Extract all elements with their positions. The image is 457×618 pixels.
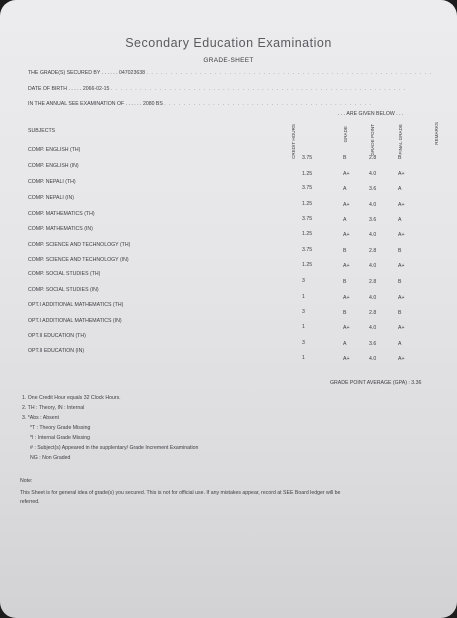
credit-cell: 1.25 [302,262,313,268]
grade-cell: A+ [343,263,350,269]
grade-point-cell: 2.8 [369,279,377,285]
final-grade-cell: A+ [398,295,405,301]
dob-value: 2066-02-15 [82,86,110,92]
table-row [0,163,457,177]
final-grade-cell: B [398,279,402,285]
credit-cell: 3.75 [302,155,313,161]
footnote-item: # : Subject(s) Appeared in the supplentary/ Grade Increment Examination [30,445,199,451]
grades-secured-line: THE GRADE(S) SECURED BY . . . . . . 047023638 . . . . . . . . . . . . . . . . . . . . . . . . . . . . . . . . . . . . . . . . . . . . . . . . . . . . . . . . . . . [28,70,433,76]
credit-cell: 1.25 [302,171,313,177]
grade-point-header: GRADE POINT [370,124,375,156]
subject-cell: COMP. MATHEMATICS (IN) [28,226,93,232]
table-row [0,147,457,161]
credit-cell: 3.75 [302,247,313,253]
final-grade-cell: B [398,155,402,161]
credit-cell: 3.75 [302,185,313,191]
table-row [0,302,457,316]
grade-cell: A+ [343,325,350,331]
subject-cell: COMP. NEPALI (TH) [28,179,76,185]
footnote-item: NG : Non Graded [30,455,71,461]
grade-cell: A+ [343,295,350,301]
footnote-item: *T : Theory Grade Missing [30,425,91,431]
grade-header: GRADE [343,126,348,143]
final-grade-cell: A [398,217,402,223]
subject-cell: COMP. ENGLISH (IN) [28,163,79,169]
grade-cell: A+ [343,356,350,362]
given-below: . . . ARE GIVEN BELOW . . . [338,111,404,117]
grade-cell: A+ [343,232,350,238]
final-grade-cell: A+ [398,356,405,362]
subject-cell: OPT.I ADDITIONAL MATHEMATICS (IN) [28,318,122,324]
grade-point-cell: 3.6 [369,341,377,347]
grades-secured-label: THE GRADE(S) SECURED BY . . . . . . [28,70,118,76]
exam-line: IN THE ANNUAL SEE EXAMINATION OF . . . . . . 2080 BS . . . . . . . . . . . . . . . . . . . . . . . . . . . . . . . . . . . . . . . . . . . [28,101,372,107]
footnote-item: *I : Internal Grade Missing [30,435,90,441]
grade-cell: B [343,155,347,161]
credit-cell: 1 [302,324,305,330]
gpa-summary: GRADE POINT AVERAGE (GPA) : 3.36 [330,380,422,386]
final-grade-cell: A+ [398,171,405,177]
table-row [0,287,457,301]
final-grade-cell: B [398,310,402,316]
grade-cell: A [343,341,347,347]
final-grade-cell: A [398,341,402,347]
table-row [0,242,457,252]
grade-point-cell: 3.6 [369,217,377,223]
grade-point-cell: 2.8 [369,310,377,316]
credit-cell: 3 [302,309,305,315]
credit-cell: 1 [302,294,305,300]
credit-hours-header-label: CREDIT HOURS [291,124,296,159]
grade-point-cell: 3.6 [369,186,377,192]
exam-value: 2080 BS [142,101,163,107]
table-row [0,195,457,208]
credit-cell: 3 [302,340,305,346]
table-row [0,211,457,221]
subject-cell: COMP. ENGLISH (TH) [28,147,81,153]
final-grade-header: FINAL GRADE [398,124,403,155]
grade-point-cell: 4.0 [369,263,377,269]
footnote-item: 2. TH : Theory, IN : Internal [22,405,85,411]
subject-cell: OPT.II EDUCATION (TH) [28,333,86,339]
grade-cell: B [343,279,347,285]
credit-cell: 3.75 [302,216,313,222]
grade-point-cell: 4.0 [369,171,377,177]
subjects-header: SUBJECTS [28,128,56,134]
dob-label: DATE OF BIRTH . . . . . [28,86,82,92]
final-grade-cell: A+ [398,202,405,208]
remarks-header: REMARKS [434,122,439,145]
table-row [0,179,457,192]
note-text-line2: referred. [20,499,40,505]
footnote-item: 1. One Credit Hour equals 32 Clock Hours. [22,395,121,401]
grade-point-cell: 4.0 [369,232,377,238]
grade-point-cell: 4.0 [369,202,377,208]
final-grade-cell: A [398,186,402,192]
table-row [0,257,457,267]
credit-cell: 3 [302,278,305,284]
subject-cell: COMP. SCIENCE AND TECHNOLOGY (IN) [28,257,129,263]
final-grade-cell: A+ [398,325,405,331]
table-row [0,333,457,347]
subject-cell: COMP. MATHEMATICS (TH) [28,211,95,217]
final-grade-cell: A+ [398,232,405,238]
final-grade-cell: B [398,248,402,254]
grade-point-cell: 4.0 [369,295,377,301]
subject-cell: COMP. SOCIAL STUDIES (TH) [28,271,101,277]
grade-point-cell: 2.8 [369,155,377,161]
table-row [0,226,457,236]
note-label: Note: [20,478,33,484]
exam-title: Secondary Education Examination [125,36,332,50]
grade-cell: A [343,186,347,192]
table-row [0,271,457,285]
table-row [0,348,457,362]
subject-cell: OPT.I ADDITIONAL MATHEMATICS (TH) [28,302,124,308]
footnote-item: 3. *Abs : Absent [22,415,59,421]
grade-cell: A [343,217,347,223]
final-grade-cell: A+ [398,263,405,269]
grade-cell: B [343,248,347,254]
grade-point-cell: 4.0 [369,356,377,362]
table-row [0,318,457,331]
credit-cell: 1 [302,355,305,361]
grade-cell: A+ [343,171,350,177]
dob-line: DATE OF BIRTH . . . . . 2066-02-15 . . . . . . . . . . . . . . . . . . . . . . . . . . . . . . . . . . . . . . . . . . . . . . . . . . . . . . . . . . . . . [28,86,407,92]
note-text-line1: This Sheet is for general idea of grade(s) you secured. This is not for official use. If any mistakes appear, record at SEE Board ledger will be [20,490,341,496]
subject-cell: COMP. SOCIAL STUDIES (IN) [28,287,99,293]
grade-point-cell: 2.8 [369,248,377,254]
sheet-subtitle: GRADE-SHEET [203,57,254,64]
subject-cell: COMP. SCIENCE AND TECHNOLOGY (TH) [28,242,131,248]
grade-cell: B [343,310,347,316]
grade-point-cell: 4.0 [369,325,377,331]
grades-secured-value: 047023638 [119,70,145,76]
grade-cell: A+ [343,202,350,208]
credit-cell: 1.25 [302,201,313,207]
subject-cell: OPT.II EDUCATION (IN) [28,348,85,354]
exam-label: IN THE ANNUAL SEE EXAMINATION OF . . . . . . [28,101,142,107]
credit-cell: 1.25 [302,231,313,237]
subject-cell: COMP. NEPALI (IN) [28,195,74,201]
